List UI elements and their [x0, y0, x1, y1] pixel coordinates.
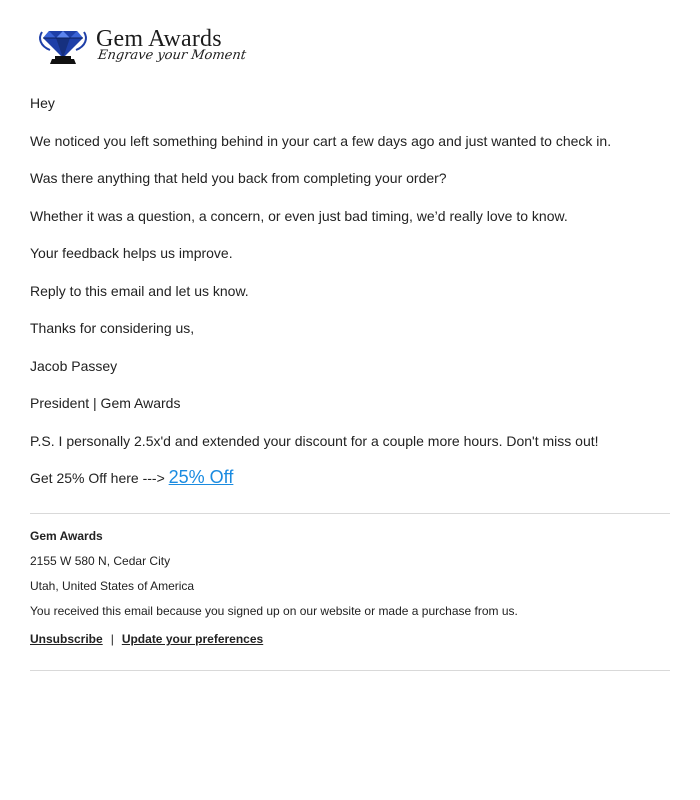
footer-address-line2: Utah, United States of America	[30, 579, 195, 593]
body-paragraph: Reply to this email and let us know.	[30, 282, 249, 299]
greeting: Hey	[30, 95, 55, 111]
brand-tagline: Engrave your Moment	[96, 48, 248, 63]
sender-name: Jacob Passey	[30, 357, 118, 374]
footer-company: Gem Awards	[30, 529, 103, 543]
footer-divider-bottom	[30, 670, 670, 671]
discount-link[interactable]: 25% Off	[168, 467, 234, 487]
footer-divider-top	[30, 513, 670, 514]
footer-notice: You received this email because you signed up on our website or made a purchase from us.	[30, 604, 518, 618]
postscript: P.S. I personally 2.5x'd and extended your discount for a couple more hours. Don't miss out!	[30, 432, 599, 449]
email-body	[30, 94, 670, 490]
body-paragraph: Was there anything that held you back from completing your order?	[30, 170, 447, 186]
sender-title: President | Gem Awards	[30, 395, 181, 411]
cta-prefix: Get 25% Off here --->	[30, 470, 169, 486]
sign-off: Thanks for considering us,	[30, 320, 195, 336]
discount-cta	[30, 465, 670, 490]
footer-address-line1: 2155 W 580 N, Cedar City	[30, 554, 171, 568]
body-paragraph: Whether it was a question, a concern, or even just bad timing, we’d really love to know.	[30, 207, 568, 224]
diamond-trophy-icon	[36, 26, 90, 66]
link-separator: |	[110, 632, 114, 646]
email-footer	[30, 528, 670, 647]
footer-links	[30, 631, 670, 647]
brand-logo	[36, 26, 248, 70]
brand-name: Gem Awards	[96, 26, 222, 52]
unsubscribe-link[interactable]: Unsubscribe	[30, 632, 103, 646]
body-paragraph: We noticed you left something behind in your cart a few days ago and just wanted to check in.	[30, 132, 612, 149]
body-paragraph: Your feedback helps us improve.	[30, 245, 233, 261]
update-preferences-link[interactable]: Update your preferences	[121, 632, 264, 646]
